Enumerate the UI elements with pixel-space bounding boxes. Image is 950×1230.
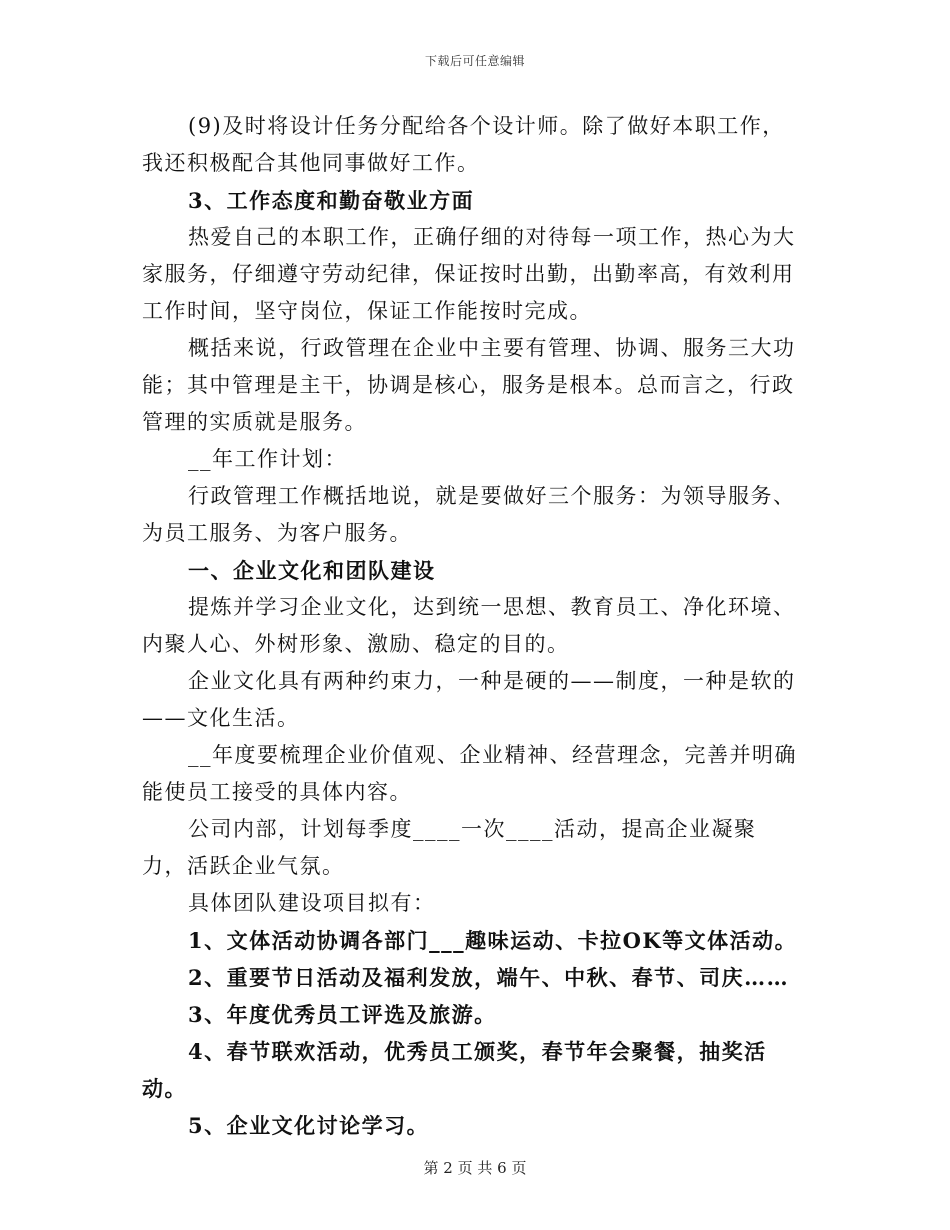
paragraph-7: __年度要梳理企业价值观、企业精神、经营理念，完善并明确能使员工接受的具体内容。: [142, 743, 797, 804]
paragraph-8: 公司内部，计划每季度____一次____活动，提高企业凝聚力，活跃企业气氛。: [142, 817, 757, 878]
paragraph-plan-title: __年工作计划：: [188, 447, 347, 471]
document-body: [142, 108, 798, 1144]
paragraph-6: 企业文化具有两种约束力，一种是硬的——制度，一种是软的——文化生活。: [142, 669, 796, 730]
section-heading-attitude: 3、工作态度和勤奋敬业方面: [188, 188, 475, 213]
list-item-3: 3、年度优秀员工评选及旅游。: [188, 1002, 497, 1027]
paragraph-2: 热爱自己的本职工作，正确仔细的对待每一项工作，热心为大家服务，仔细遵守劳动纪律，保证按时出勤，出勤率高，有效利用工作时间，坚守岗位，保证工作能按时完成。: [142, 225, 796, 323]
page-header: 下载后可任意编辑: [424, 54, 525, 68]
section-heading-culture: 一、企业文化和团队建设: [188, 558, 436, 583]
paragraph-5: 提炼并学习企业文化，达到统一思想、教育员工、净化环境、内聚人心、外树形象、激励、稳定的目的。: [142, 595, 796, 656]
paragraph-4: 行政管理工作概括地说，就是要做好三个服务：为领导服务、为员工服务、为客户服务。: [142, 484, 796, 545]
page-number: 第 2 页 共 6 页: [423, 1159, 527, 1177]
list-item-2: 2、重要节日活动及福利发放，端午、中秋、春节、司庆……: [188, 965, 790, 990]
list-item-5: 5、企业文化讨论学习。: [188, 1113, 430, 1138]
list-item-1: 1、文体活动协调各部门___趣味运动、卡拉OK等文体活动。: [188, 928, 798, 953]
paragraph-1: (9)及时将设计任务分配给各个设计师。除了做好本职工作，我还积极配合其他同事做好工作。: [142, 114, 785, 175]
paragraph-9: 具体团队建设项目拟有：: [188, 891, 436, 915]
paragraph-3: 概括来说，行政管理在企业中主要有管理、协调、服务三大功能；其中管理是主干，协调是核心，服务是根本。总而言之，行政管理的实质就是服务。: [142, 336, 796, 434]
list-item-4: 4、春节联欢活动，优秀员工颁奖，春节年会聚餐，抽奖活动。: [142, 1039, 767, 1101]
